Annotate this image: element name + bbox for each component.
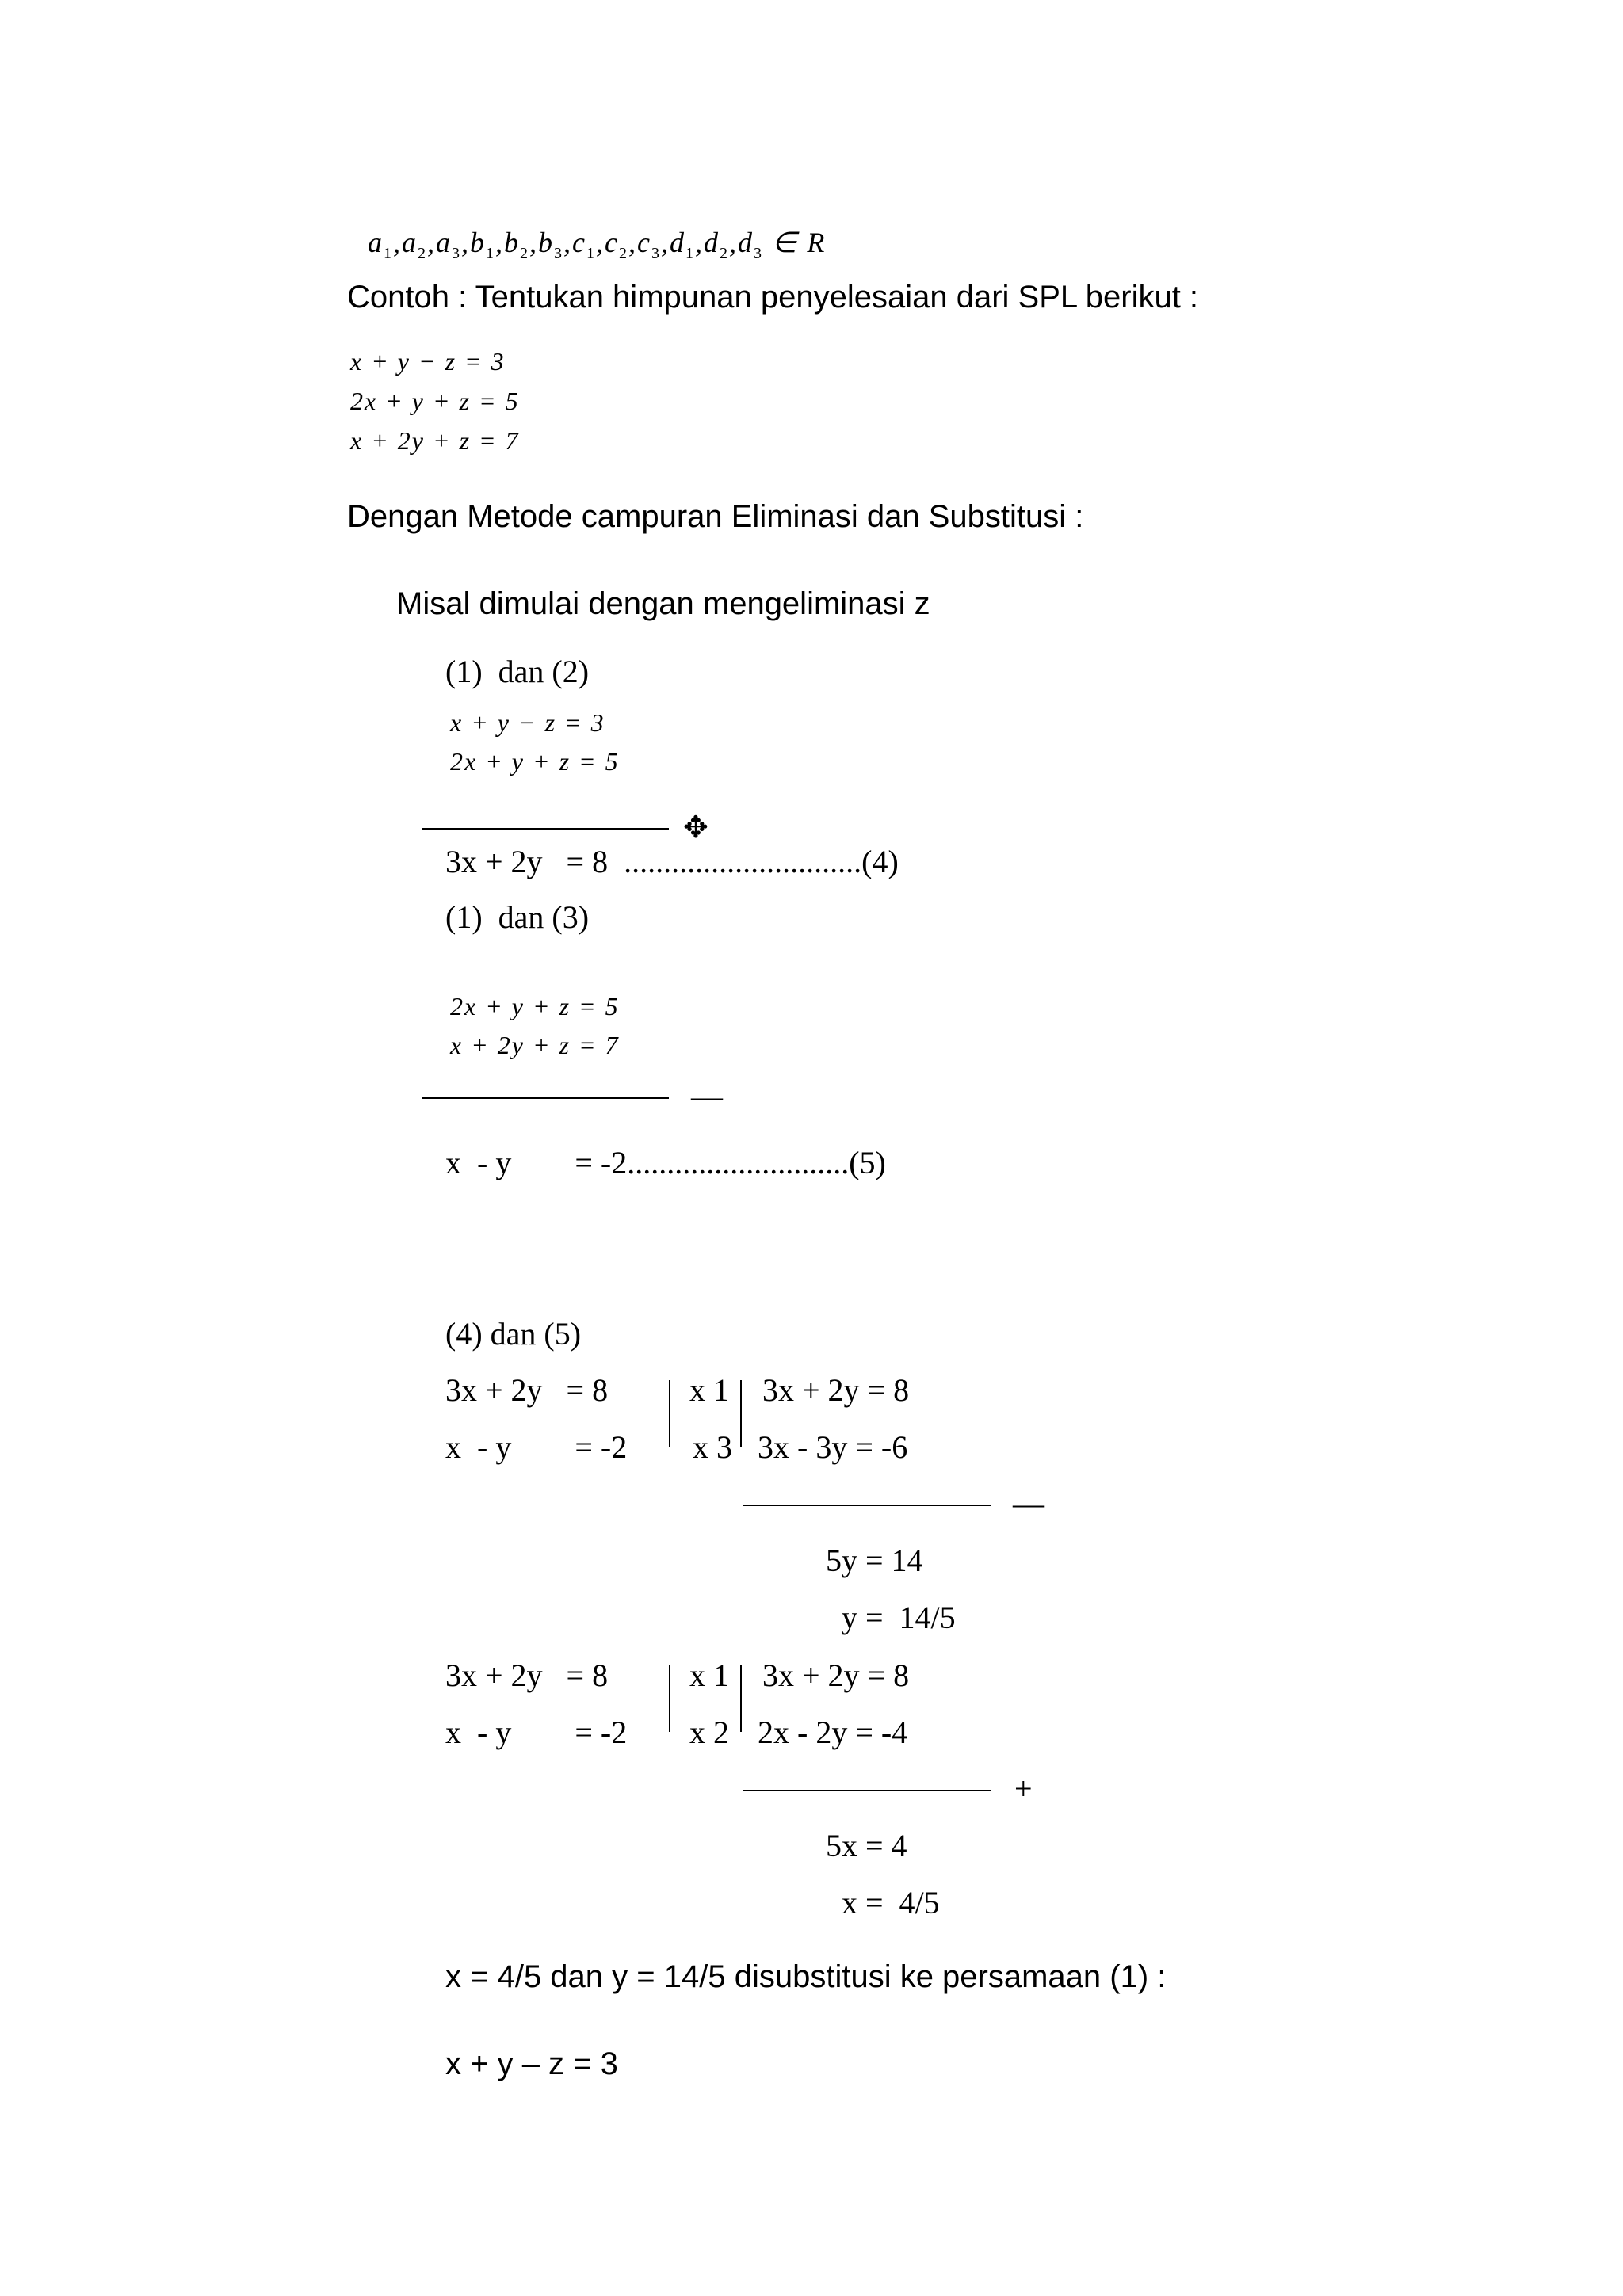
- set-term: $c_1$,: [572, 227, 605, 263]
- set-term: $a_2$,: [402, 227, 436, 263]
- elim-x-operator: +: [1014, 1771, 1033, 1806]
- elim-x-left-a: 3x + 2y = 8: [445, 1657, 609, 1693]
- set-term: $b_1$,: [470, 227, 504, 263]
- set-term: $b_2$,: [504, 227, 538, 263]
- set-term: $d_1$,: [669, 227, 704, 263]
- final-equation: x + y – z = 3: [445, 2046, 618, 2081]
- elim-y-right-a: 3x + 2y = 8: [762, 1372, 910, 1408]
- pair1-eq-b: 2x + y + z = 5: [450, 747, 620, 776]
- set-term: $b_3$,: [538, 227, 572, 263]
- elim-y-operator: —: [1013, 1486, 1044, 1521]
- set-term: $c_2$,: [604, 227, 637, 263]
- elim-y-rule: [743, 1505, 991, 1506]
- pair1-rule: [422, 828, 669, 830]
- elim-x-rule: [743, 1790, 991, 1791]
- system-eq-2: 2x + y + z = 5: [350, 387, 520, 415]
- example-heading: Contoh : Tentukan himpunan penyelesaian dari SPL berikut :: [347, 280, 1199, 315]
- set-term: $d_2$,: [703, 227, 738, 263]
- pair3-label: (4) dan (5): [445, 1316, 582, 1352]
- elim-x-right-a: 3x + 2y = 8: [762, 1657, 910, 1693]
- set-terms: [368, 227, 763, 263]
- elim-y-mult-a: x 1: [689, 1372, 729, 1408]
- elim-x-result-2: x = 4/5: [842, 1885, 940, 1920]
- elim-x-mult-b: x 2: [689, 1714, 729, 1750]
- elim-x-result-1: 5x = 4: [826, 1828, 907, 1863]
- step-intro: Misal dimulai dengan mengeliminasi z: [396, 586, 930, 621]
- set-membership-line: [350, 200, 826, 261]
- pair1-operator-icon: ✥: [683, 811, 708, 845]
- elim-y-left-a: 3x + 2y = 8: [445, 1372, 609, 1408]
- elim-y-result-1: 5y = 14: [826, 1543, 923, 1578]
- elim-y-left-b: x - y = -2: [445, 1429, 628, 1465]
- elim-y-result-2: y = 14/5: [842, 1600, 956, 1635]
- pair2-label: (1) dan (3): [445, 899, 590, 935]
- pair1-label: (1) dan (2): [445, 654, 590, 689]
- method-heading: Dengan Metode campuran Eliminasi dan Substitusi :: [347, 499, 1084, 534]
- set-suffix: ∈ R: [762, 227, 827, 258]
- elim-x-mult-a: x 1: [689, 1657, 729, 1693]
- elim-x-bar-left: [669, 1665, 670, 1732]
- pair2-eq-a: 2x + y + z = 5: [450, 992, 620, 1020]
- elim-y-bar-left: [669, 1380, 670, 1447]
- elim-x-left-b: x - y = -2: [445, 1714, 628, 1750]
- system-eq-1: x + y − z = 3: [350, 347, 506, 376]
- pair2-rule: [422, 1097, 669, 1099]
- elim-y-bar-right: [740, 1380, 742, 1447]
- elim-y-mult-b: x 3: [693, 1429, 732, 1465]
- elim-x-bar-right: [740, 1665, 742, 1732]
- set-term: $d_3$: [737, 227, 763, 263]
- set-term: $c_3$,: [636, 227, 670, 263]
- pair2-result: x - y = -2............................(5): [445, 1145, 886, 1180]
- pair2-eq-b: x + 2y + z = 7: [450, 1031, 620, 1059]
- substitution-text: x = 4/5 dan y = 14/5 disubstitusi ke persamaan (1) :: [445, 1959, 1167, 1994]
- system-eq-3: x + 2y + z = 7: [350, 426, 520, 455]
- set-term: $a_3$,: [436, 227, 470, 263]
- pair2-operator: —: [691, 1078, 723, 1114]
- pair1-result: 3x + 2y = 8 ..............................(4): [445, 844, 899, 879]
- pair1-eq-a: x + y − z = 3: [450, 708, 605, 737]
- set-term: $a_1$,: [368, 227, 402, 263]
- elim-y-right-b: 3x - 3y = -6: [758, 1429, 908, 1465]
- elim-x-right-b: 2x - 2y = -4: [758, 1714, 908, 1750]
